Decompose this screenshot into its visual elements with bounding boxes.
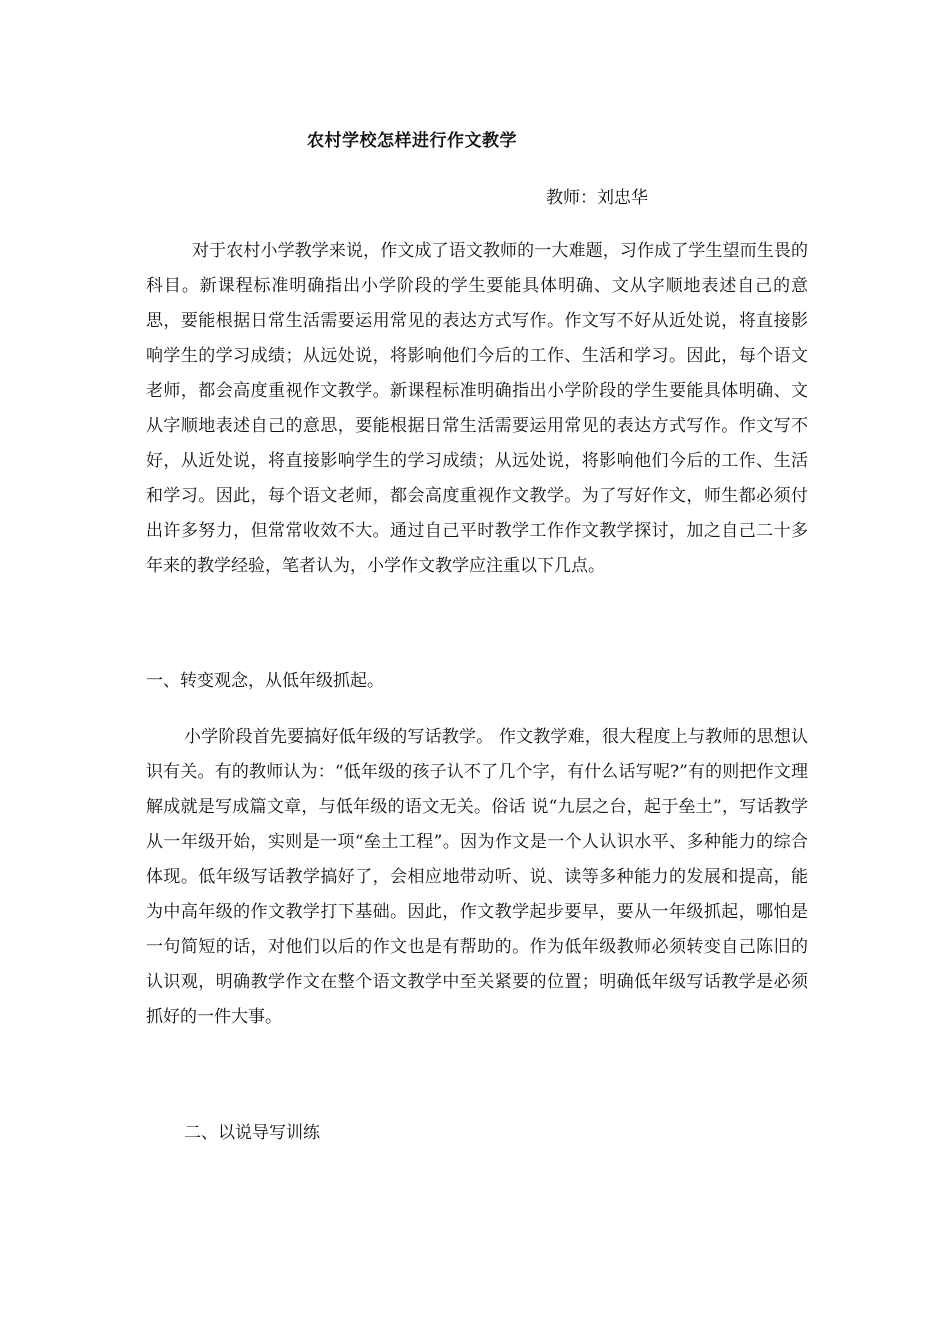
paragraph-section-1: 小学阶段首先要搞好低年级的写话教学。 作文教学难，很大程度上与教师的思想认识有关。有的教师认为：“低年级的孩子认不了几个字，有什么话写呢?”有的则把作文理解成就是写成篇文章，与低年级的语文无关。俗话 说“九层之台，起于垒土”，写话教学从一年级开始，实则是一项“垒土工程”。因为作文是一个人认识水平、多种能力的综合体现。低年级写话教学搞好了，会相应地带动听、说、读等多种能力的发展和提高，能为中高年级的作文教学打下基础。因此，作文教学起步要早，要从一年级抓起，哪怕是一句简短的话，对他们以后的作文也是有帮助的。作为低年级教师必须转变自己陈旧的认识观，明确教学作文在整个语文教学中至关紧要的位置；明确低年级写话教学是必须抓好的一件大事。: [146, 727, 808, 1027]
document-title: 农村学校怎样进行作文教学: [307, 131, 517, 151]
author-line: 教师：刘忠华: [546, 188, 648, 208]
section-heading-1: 一、转变观念，从低年级抓起。: [146, 671, 384, 691]
section-heading-2: 二、以说导写训练: [184, 1123, 320, 1143]
paragraph-intro: 对于农村小学教学来说，作文成了语文教师的一大难题，习作成了学生望而生畏的科目。新课程标准明确指出小学阶段的学生要能具体明确、文从字顺地表述自己的意思，要能根据日常生活需要运用常见的表达方式写作。作文写不好从近处说，将直接影响学生的学习成绩；从远处说，将影响他们今后的工作、生活和学习。因此，每个语文老师，都会高度重视作文教学。新课程标准明确指出小学阶段的学生要能具体明确、文从字顺地表述自己的意思，要能根据日常生活需要运用常见的表达方式写作。作文写不好，从近处说，将直接影响学生的学习成绩；从远处说，将影响他们今后的工作、生活和学习。因此，每个语文老师，都会高度重视作文教学。为了写好作文，师生都必须付出许多努力，但常常收效不大。通过自己平时教学工作作文教学探讨，加之自己二十多年来的教学经验，笔者认为，小学作文教学应注重以下几点。: [146, 241, 808, 576]
